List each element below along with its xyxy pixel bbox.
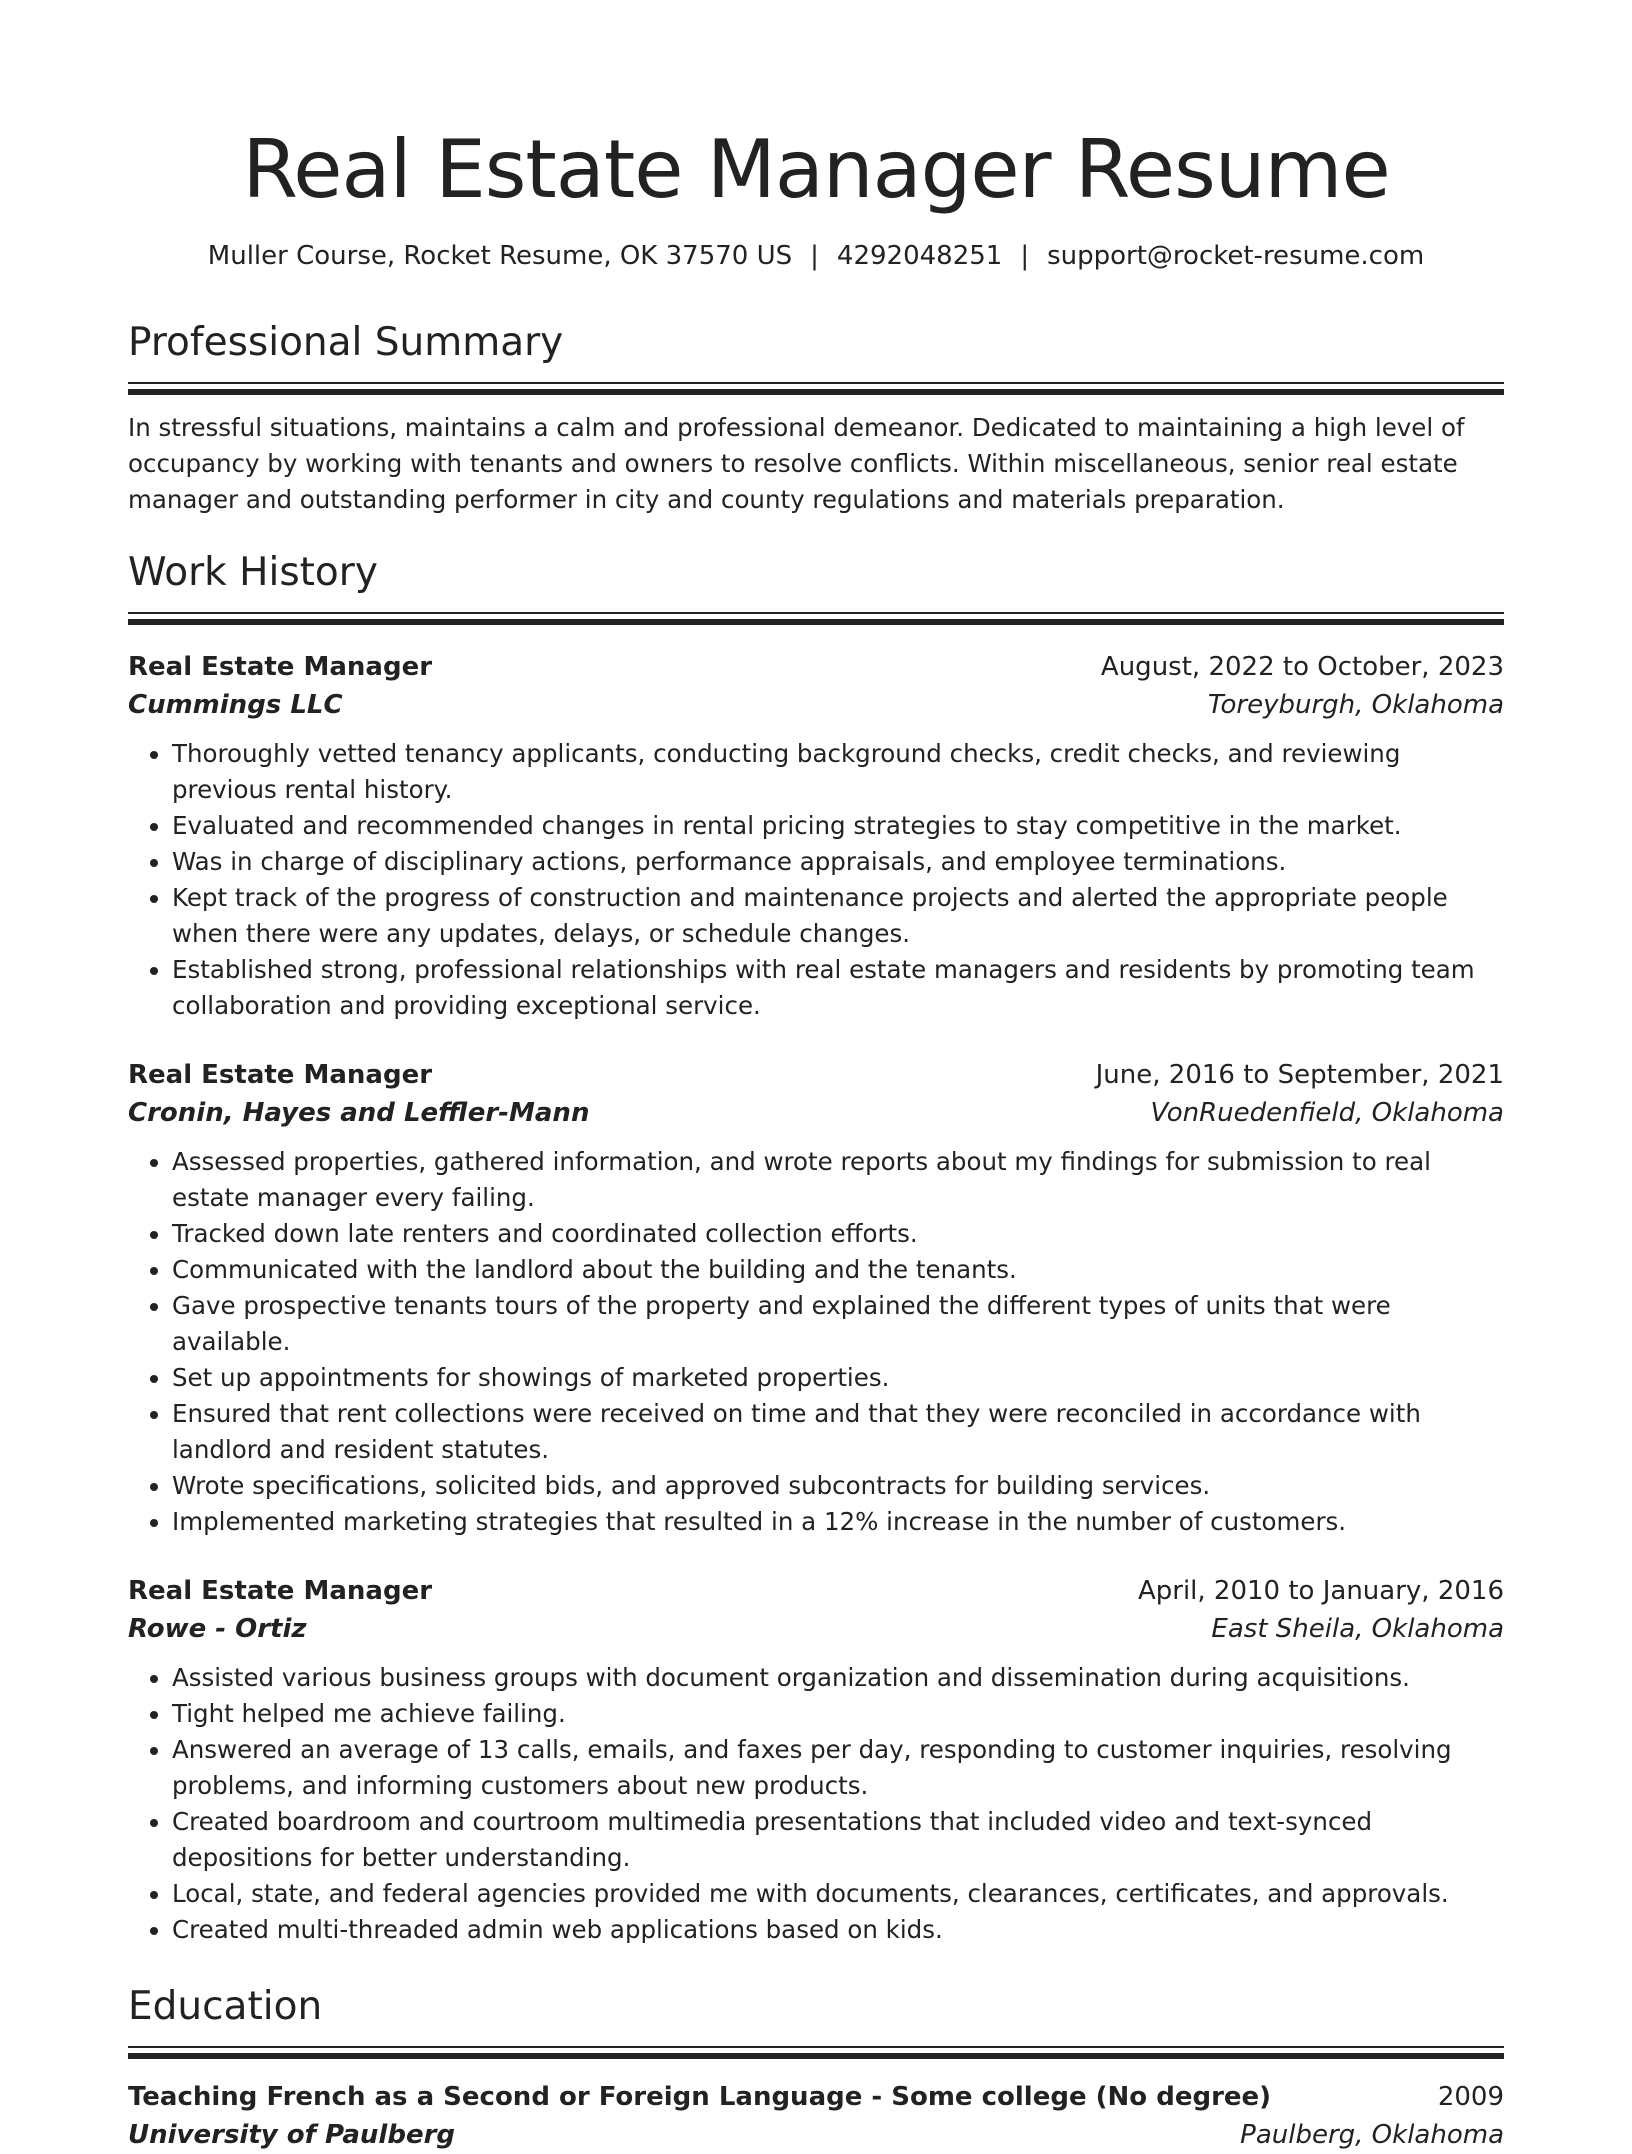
job-bullets — [128, 736, 1504, 1024]
list-item: • Assisted various business groups with document organization and dissemination during acquisitions. — [172, 1660, 1504, 1696]
job-location: East Sheila, Oklahoma — [1211, 1614, 1504, 1644]
section-heading: Education — [128, 1984, 323, 2029]
list-item: • Tracked down late renters and coordinated collection efforts. — [172, 1216, 1504, 1252]
section-divider — [128, 382, 1504, 396]
job-company: Cummings LLC — [128, 690, 343, 720]
job-dates: April, 2010 to January, 2016 — [1137, 1576, 1504, 1606]
job-header-row — [128, 1572, 1504, 1610]
contact-line — [128, 238, 1504, 274]
section-divider — [128, 612, 1504, 626]
job-company-row — [128, 686, 1504, 724]
section-divider — [128, 2046, 1504, 2060]
list-item: • Established strong, professional relationships with real estate managers and residents by promoting team collaboration and providing exceptional service. — [172, 952, 1504, 1024]
job-title: Real Estate Manager — [128, 1060, 433, 1090]
list-item: • Implemented marketing strategies that resulted in a 12% increase in the number of customers. — [172, 1504, 1504, 1540]
list-item: • Was in charge of disciplinary actions, performance appraisals, and employee terminations. — [172, 844, 1504, 880]
job-dates: June, 2016 to September, 2021 — [1095, 1060, 1504, 1090]
list-item: • Wrote specifications, solicited bids, and approved subcontracts for building services. — [172, 1468, 1504, 1504]
list-item: • Created multi-threaded admin web applications based on kids. — [172, 1912, 1504, 1948]
school-location: Paulberg, Oklahoma — [1240, 2120, 1504, 2150]
list-item: • Gave prospective tenants tours of the property and explained the different types of units that were available. — [172, 1288, 1504, 1360]
job-bullets — [128, 1144, 1504, 1540]
summary-section — [128, 318, 1504, 518]
job-dates: August, 2022 to October, 2023 — [1100, 652, 1504, 682]
contact-email: support@rocket-resume.com — [1047, 241, 1425, 271]
section-heading: Professional Summary — [128, 320, 564, 365]
list-item: • Tight helped me achieve failing. — [172, 1696, 1504, 1732]
job-title: Real Estate Manager — [128, 652, 433, 682]
contact-address: Muller Course, Rocket Resume, OK 37570 US — [207, 241, 793, 271]
school-name: University of Paulberg — [128, 2120, 456, 2150]
list-item: • Set up appointments for showings of marketed properties. — [172, 1360, 1504, 1396]
job-company-row — [128, 1094, 1504, 1132]
list-item: • Local, state, and federal agencies provided me with documents, clearances, certificates, and approvals. — [172, 1876, 1504, 1912]
job-entry — [128, 648, 1504, 1024]
list-item: • Created boardroom and courtroom multimedia presentations that included video and text-synced depositions for better understanding. — [172, 1804, 1504, 1876]
list-item: • Evaluated and recommended changes in rental pricing strategies to stay competitive in the market. — [172, 808, 1504, 844]
degree: Teaching French as a Second or Foreign Language - Some college (No degree) — [128, 2082, 1272, 2112]
job-company: Cronin, Hayes and Leffler-Mann — [128, 1098, 590, 1128]
list-item: • Ensured that rent collections were received on time and that they were reconciled in accordance with landlord and resident statutes. — [172, 1396, 1504, 1468]
job-header-row — [128, 648, 1504, 686]
education-entry — [128, 2078, 1504, 2154]
contact-separator: | — [1020, 241, 1030, 271]
education-year: 2009 — [1437, 2082, 1504, 2112]
education-school-row — [128, 2116, 1504, 2154]
summary-text: In stressful situations, maintains a calm and professional demeanor. Dedicated to maintaining a high level of occupancy by working with tenants and owners to resolve conflicts. Within miscellaneous, senior real estate manager and outstanding performer in city and county regulations and materials preparation. — [128, 413, 1465, 514]
list-item: • Answered an average of 13 calls, emails, and faxes per day, responding to customer inquiries, resolving problems, and informing customers about new products. — [172, 1732, 1504, 1804]
contact-phone: 4292048251 — [836, 241, 1003, 271]
job-company-row — [128, 1610, 1504, 1648]
education-section — [128, 1982, 1504, 2154]
page-title: Real Estate Manager Resume — [242, 123, 1390, 216]
job-header-row — [128, 1056, 1504, 1094]
job-company: Rowe - Ortiz — [128, 1614, 307, 1644]
list-item: • Communicated with the landlord about the building and the tenants. — [172, 1252, 1504, 1288]
work-history-section — [128, 548, 1504, 1948]
job-location: Toreyburgh, Oklahoma — [1207, 690, 1504, 720]
education-header-row — [128, 2078, 1504, 2116]
list-item: • Thoroughly vetted tenancy applicants, conducting background checks, credit checks, and reviewing previous rental history. — [172, 736, 1504, 808]
job-bullets — [128, 1660, 1504, 1948]
job-title: Real Estate Manager — [128, 1576, 433, 1606]
job-location: VonRuedenfield, Oklahoma — [1150, 1098, 1504, 1128]
list-item: • Assessed properties, gathered information, and wrote reports about my findings for submission to real estate manager every failing. — [172, 1144, 1504, 1216]
job-entry — [128, 1056, 1504, 1540]
contact-separator: | — [810, 241, 819, 271]
section-heading: Work History — [128, 550, 378, 595]
list-item: • Kept track of the progress of construction and maintenance projects and alerted the appropriate people when there were any updates, delays, or schedule changes. — [172, 880, 1504, 952]
job-entry — [128, 1572, 1504, 1948]
